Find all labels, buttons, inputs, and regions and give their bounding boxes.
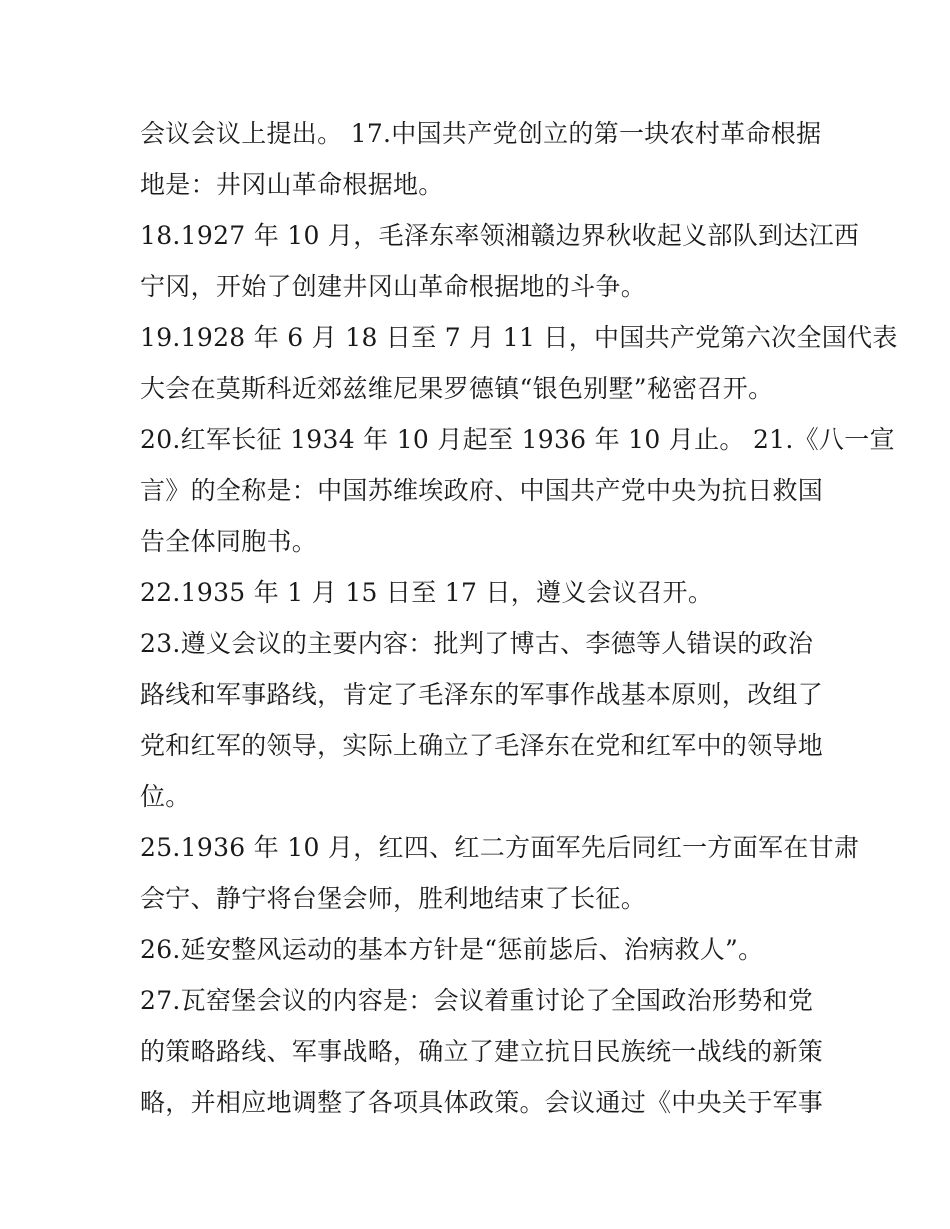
text-line: 言》的全称是：中国苏维埃政府、中国共产党中央为抗日救国 — [140, 476, 824, 505]
text-line: 27.瓦窑堡会议的内容是：会议着重讨论了全国政治形势和党 — [140, 986, 814, 1015]
text-line: 略，并相应地调整了各项具体政策。会议通过《中央关于军事 — [140, 1088, 824, 1117]
text-line: 党和红军的领导，实际上确立了毛泽东在党和红军中的领导地 — [140, 731, 824, 760]
text-line: 26.延安整风运动的基本方针是“惩前毖后、治病救人”。 — [140, 935, 764, 964]
text-line: 会宁、静宁将台堡会师，胜利地结束了长征。 — [140, 884, 647, 913]
text-line: 的策略路线、军事战略，确立了建立抗日民族统一战线的新策 — [140, 1037, 824, 1066]
text-line: 地是：井冈山革命根据地。 — [140, 170, 444, 199]
text-line: 20.红军长征 1934 年 10 月起至 1936 年 10 月止。 21.《八一宣 — [140, 425, 895, 454]
text-line: 19.1928 年 6 月 18 日至 7 月 11 日，中国共产党第六次全国代表 — [140, 323, 898, 352]
text-line: 18.1927 年 10 月，毛泽东率领湘赣边界秋收起义部队到达江西 — [140, 221, 860, 250]
document-body — [140, 108, 898, 1128]
text-line: 告全体同胞书。 — [140, 527, 318, 556]
text-line: 25.1936 年 10 月，红四、红二方面军先后同红一方面军在甘肃 — [140, 833, 860, 862]
text-line: 22.1935 年 1 月 15 日至 17 日，遵义会议召开。 — [140, 578, 714, 607]
text-line: 大会在莫斯科近郊兹维尼果罗德镇“银色别墅”秘密召开。 — [140, 374, 774, 403]
text-line: 宁冈，开始了创建井冈山革命根据地的斗争。 — [140, 272, 647, 301]
text-line: 会议会议上提出。 17.中国共产党创立的第一块农村革命根据 — [140, 119, 822, 148]
text-line: 23.遵义会议的主要内容：批判了博古、李德等人错误的政治 — [140, 629, 814, 658]
text-line: 位。 — [140, 782, 191, 811]
text-line: 路线和军事路线，肯定了毛泽东的军事作战基本原则，改组了 — [140, 680, 824, 709]
